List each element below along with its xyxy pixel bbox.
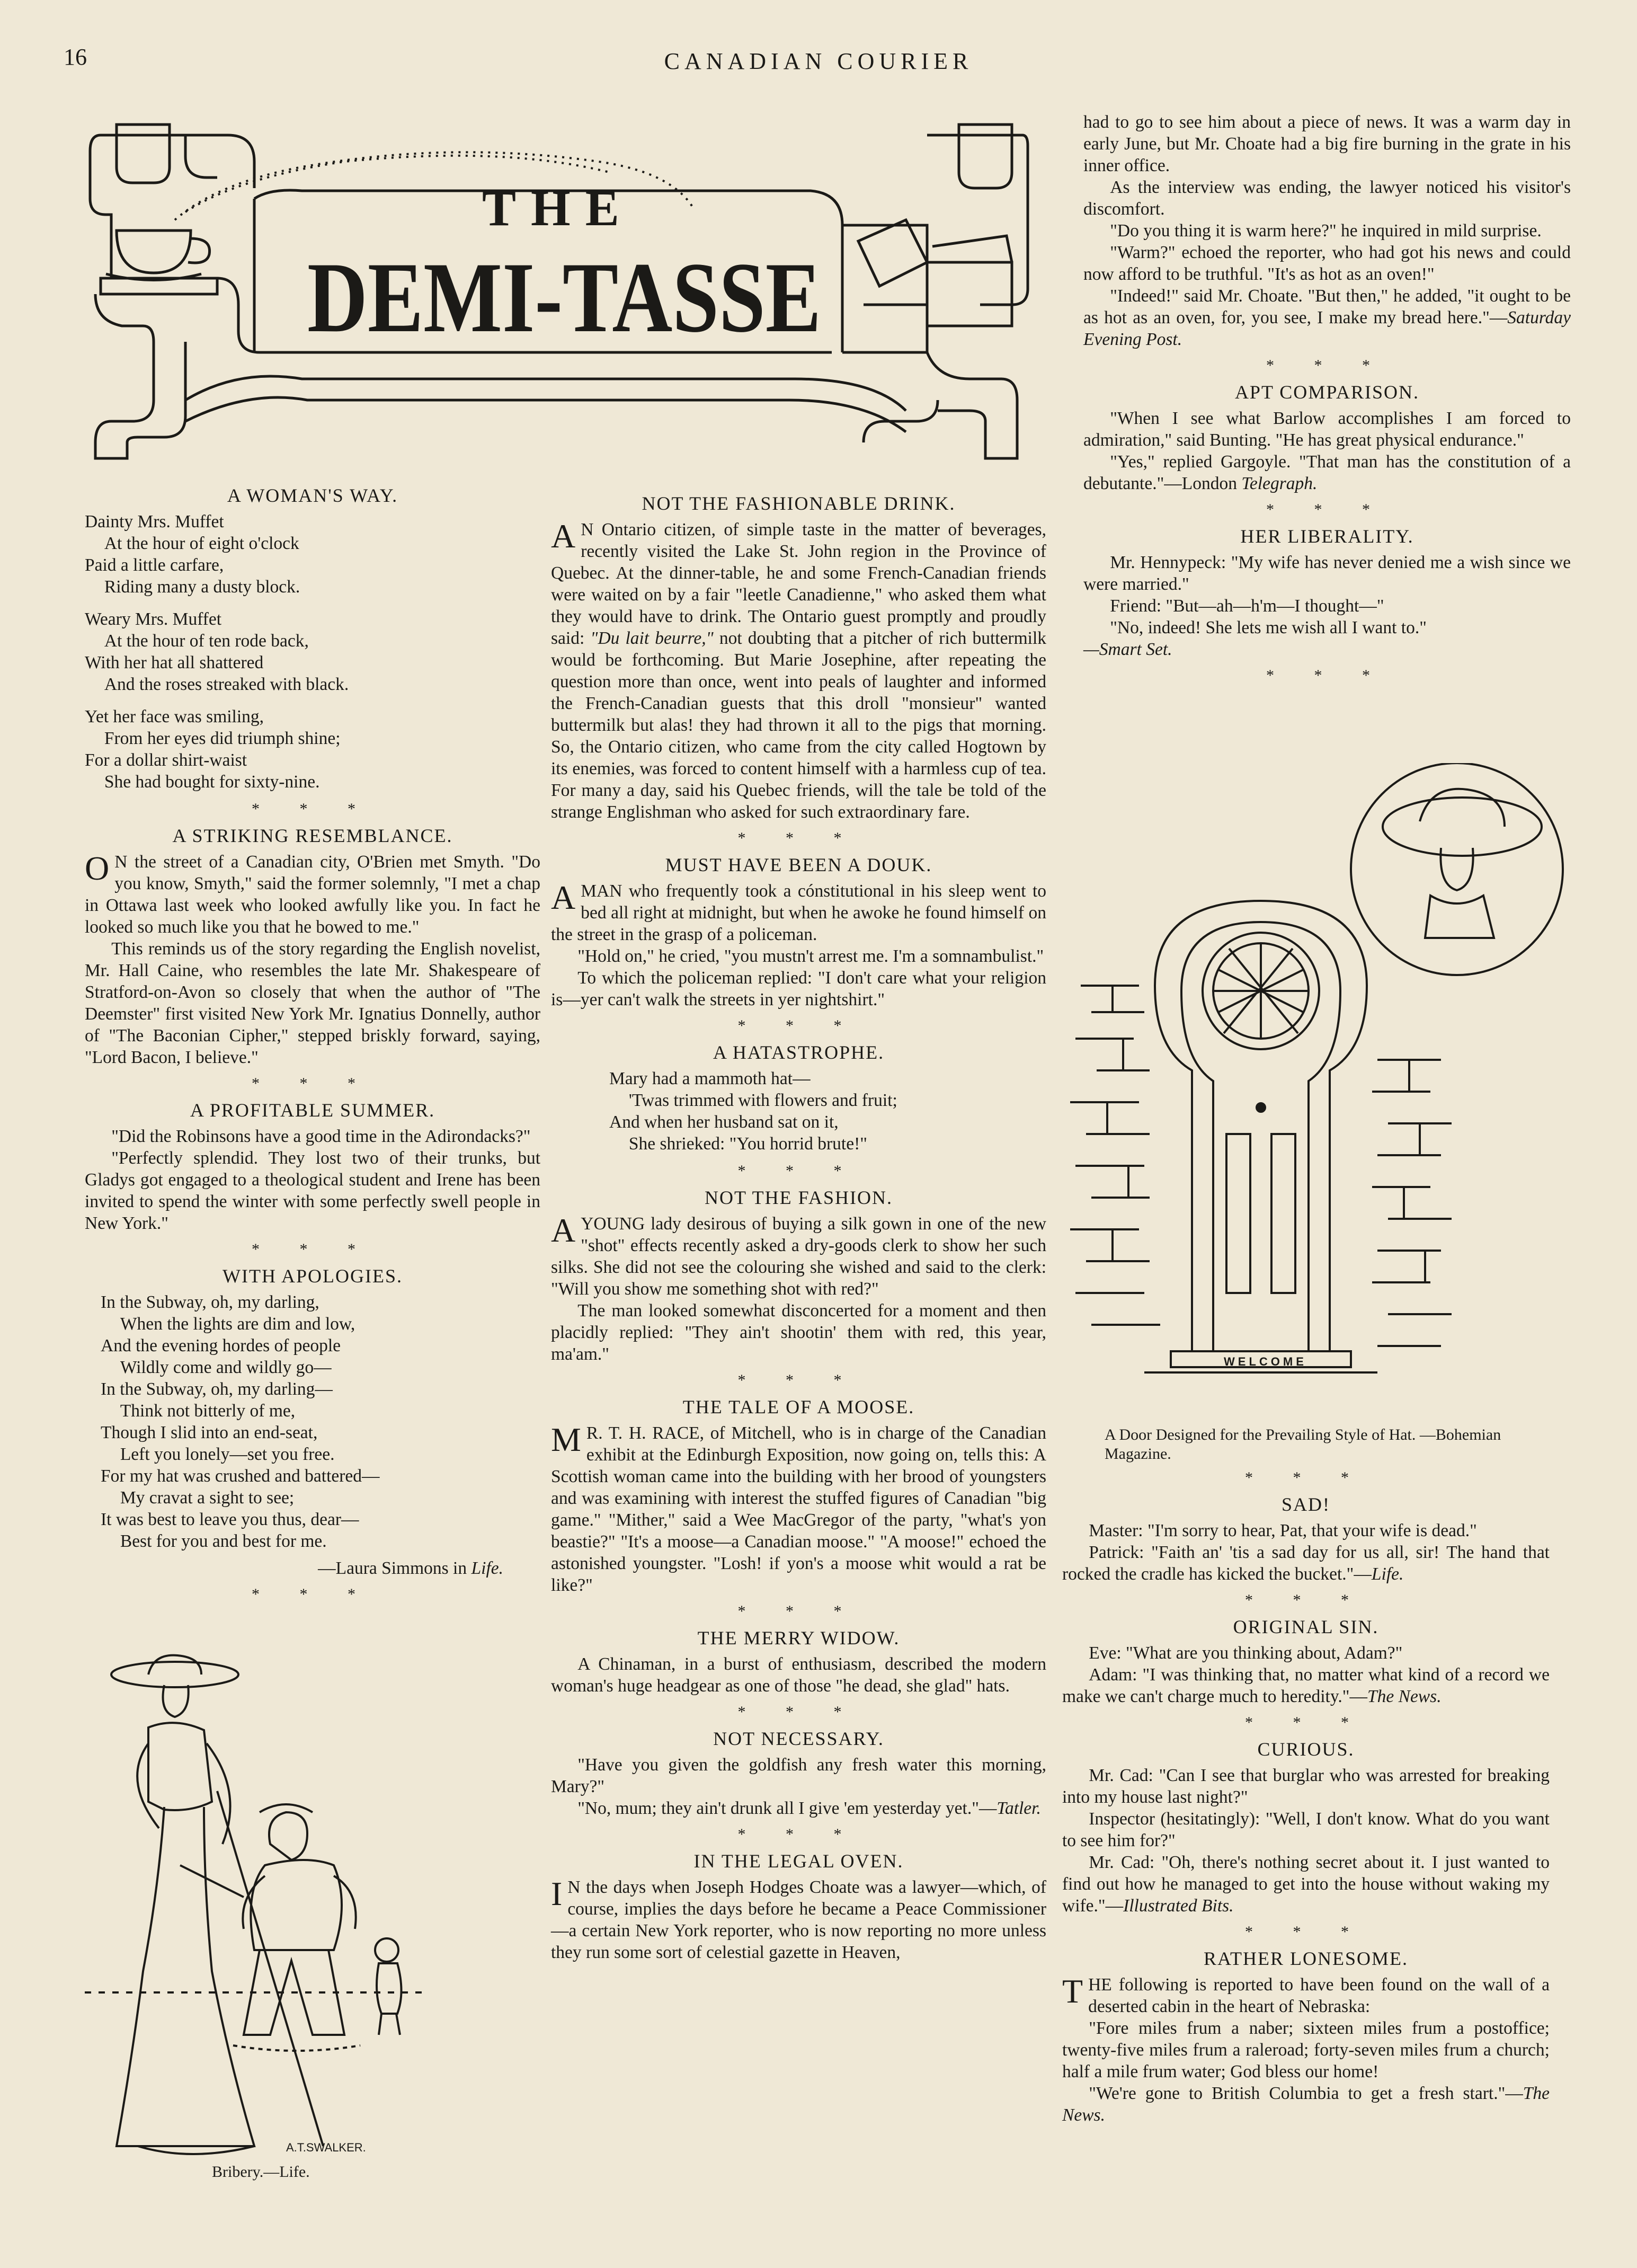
article-title: NOT THE FASHIONABLE DRINK. — [642, 493, 956, 514]
drop-cap: A — [551, 1211, 576, 1249]
section-divider: * * * — [1245, 1469, 1367, 1486]
illustration-signature: A.T.SWALKER. — [286, 2141, 366, 2154]
paragraph: This reminds us of the story regarding the English novelist, Mr. Hall Caine, who resembles the late Mr. Shakespeare of Stratford-on-Avon so closely that when the author of "The Deemster" first visited New York Mr. Ignatius Donnelly, author of "The Baconian Cipher," stepped briskly forward, saying, "Lord Bacon, I believe." — [85, 939, 540, 1067]
verse-line: At the hour of eight o'clock — [104, 534, 299, 553]
verse-line: In the Subway, oh, my darling— — [101, 1379, 333, 1399]
paragraph: "Have you given the goldfish any fresh water this morning, Mary?" — [551, 1755, 1046, 1796]
article-title: A HATASTROPHE. — [713, 1042, 885, 1063]
verse-line: Paid a little carfare, — [85, 555, 224, 575]
poem — [85, 1291, 540, 1552]
article-apt-comparison — [1083, 382, 1571, 494]
section-divider: * * * — [737, 1162, 860, 1180]
article-merry-widow — [551, 1627, 1046, 1697]
verse-line: In the Subway, oh, my darling, — [101, 1292, 319, 1312]
section-divider: * * * — [1266, 667, 1388, 684]
article-not-the-fashion — [551, 1187, 1046, 1365]
article-hatastrophe — [551, 1042, 1046, 1155]
welcome-mat-text: WELCOME — [1224, 1355, 1307, 1368]
paragraph: Mr. Cad: "Oh, there's nothing secret about it. I just wanted to find out how he managed to get into the house without waking my wife."—Illustrated Bits. — [1062, 1853, 1550, 1916]
drop-cap: A — [551, 517, 576, 555]
door-caption: A Door Designed for the Prevailing Style of Hat. —Bohemian Magazine. — [1105, 1426, 1501, 1463]
verse-line: She shrieked: "You horrid brute!" — [628, 1134, 867, 1154]
article-title: NOT THE FASHION. — [704, 1187, 893, 1208]
article-title: A PROFITABLE SUMMER. — [190, 1100, 435, 1121]
column-right-lower — [1062, 1463, 1550, 2128]
section-divider: * * * — [737, 1703, 860, 1721]
paragraph: Eve: "What are you thinking about, Adam?" — [1089, 1643, 1403, 1663]
article-title: A WOMAN'S WAY. — [227, 485, 398, 506]
section-divider: * * * — [252, 1241, 373, 1258]
section-divider: * * * — [252, 1585, 373, 1603]
article-title: SAD! — [1281, 1494, 1330, 1515]
verse-line: Best for you and best for me. — [120, 1531, 327, 1551]
paragraph: had to go to see him about a piece of news. It was a warm day in early June, but Mr. Choate had a big fire burning in the grate in his inner office. — [1083, 112, 1571, 175]
article-her-liberality — [1083, 526, 1571, 660]
paragraph: AMAN who frequently took a cónstitutional in his sleep went to bed all right at midnight, but when he awoke he found himself on the street in the grasp of a policeman. — [551, 879, 1046, 944]
verse-line: For my hat was crushed and battered— — [101, 1466, 380, 1486]
article-rather-lonesome — [1062, 1948, 1550, 2126]
paragraph: "Did the Robinsons have a good time in the Adirondacks?" — [111, 1127, 531, 1146]
article-profitable-summer — [85, 1100, 540, 1234]
verse-line: From her eyes did triumph shine; — [104, 729, 341, 748]
paragraph: A Chinaman, in a burst of enthusiasm, described the modern woman's huge headgear as one of those "he dead, she glad" hats. — [551, 1654, 1046, 1696]
article-title: IN THE LEGAL OVEN. — [693, 1850, 904, 1872]
article-title: THE MERRY WIDOW. — [697, 1627, 900, 1649]
paragraph: Patrick: "Faith an' 'tis a sad day for us all, sir! The hand that rocked the cradle has kicked the bucket."—Life. — [1062, 1543, 1550, 1584]
paragraph: Master: "I'm sorry to hear, Pat, that your wife is dead." — [1089, 1521, 1477, 1540]
article-title: THE TALE OF A MOOSE. — [682, 1396, 915, 1418]
section-divider: * * * — [252, 1075, 373, 1092]
article-title: CURIOUS. — [1257, 1739, 1355, 1760]
paragraph: —Smart Set. — [1083, 640, 1172, 659]
article-tale-of-a-moose — [551, 1396, 1046, 1596]
paragraph: The man looked somewhat disconcerted for a moment and then placidly replied: "They ain't shootin' them with red, this year, ma'am." — [551, 1301, 1046, 1364]
paragraph: M R. T. H. RACE, of Mitchell, who is in charge of the Canadian exhibit at the Edinburgh Exposition, now going on, tells this: A Scottish woman came into the building with her brood of youngsters and was examining with interest the stuffed figures of Canadian "big game." "Mither," said a Wee MacGregor of the party, "what's yon beastie?" "It's a moose—a Canadian moose." "A moose!" echoed the astonished youngster. "Losh! if yon's a moose whit would a rat be like?" — [551, 1421, 1046, 1595]
running-head: CANADIAN COURIER — [664, 48, 973, 74]
poem — [85, 511, 540, 793]
drop-cap: O — [85, 849, 110, 887]
section-divider: * * * — [737, 829, 860, 847]
paragraph: AYOUNG lady desirous of buying a silk gown in one of the new "shot" effects recently asked a dry-goods clerk to show her such silks. She did not see the colouring she wished and said to the clerk: "Will you show me something shot with red?" — [551, 1211, 1046, 1299]
paragraph: O N the street of a Canadian city, O'Brien met Smyth. "Do you know, Smyth," said the former solemnly, "I met a chap in Ottawa last week who looked awfully like you. In fact he looked so much like you that he bowed to me." — [85, 849, 540, 937]
paragraph: "When I see what Barlow accomplishes I am forced to admiration," said Bunting. "He has great physical endurance." — [1083, 409, 1571, 450]
poem — [551, 1068, 1046, 1155]
article-sad — [1062, 1494, 1550, 1585]
article-legal-oven — [551, 1850, 1046, 1963]
page-number: 16 — [64, 44, 87, 70]
section-divider: * * * — [1245, 1714, 1367, 1731]
paragraph: "Fore miles frum a naber; sixteen miles frum a postoffice; twenty-five miles frum a raleroad; forty-seven miles frum a church; half a mile frum water; God bless our home! — [1062, 2018, 1550, 2081]
paragraph: THE following is reported to have been found on the wall of a deserted cabin in the heart of Nebraska: — [1062, 1972, 1550, 2016]
verse-line: For a dollar shirt-waist — [85, 750, 247, 770]
masthead-title — [307, 180, 821, 353]
masthead-demi-tasse: DEMI-TASSE — [307, 242, 821, 353]
paragraph: I N the days when Joseph Hodges Choate was a lawyer—which, of course, implies the days before he became a Peace Commissioner—a certain New York reporter, who is now reporting no more unless they run some sort of celestial gazette in Heaven, — [551, 1875, 1046, 1962]
verse-line: Yet her face was smiling, — [85, 707, 264, 727]
article-legal-oven-continued — [1083, 111, 1571, 350]
verse-line: And the evening hordes of people — [101, 1336, 341, 1356]
section-divider: * * * — [1266, 357, 1388, 374]
article-title: WITH APOLOGIES. — [223, 1265, 403, 1287]
verse-line: At the hour of ten rode back, — [104, 631, 309, 651]
verse-line: Mary had a mammoth hat— — [609, 1069, 811, 1088]
verse-line: Think not bitterly of me, — [120, 1401, 296, 1421]
article-original-sin — [1062, 1616, 1550, 1707]
article-title: ORIGINAL SIN. — [1233, 1616, 1379, 1637]
verse-line: Wildly come and wildly go— — [120, 1358, 332, 1377]
section-divider: * * * — [737, 1826, 860, 1843]
article-title: RATHER LONESOME. — [1203, 1948, 1408, 1969]
paragraph: "Perfectly splendid. They lost two of their trunks, but Gladys got engaged to a theological student and Irene has been invited to spend the winter with some perfectly swell people in New York." — [85, 1148, 540, 1233]
section-divider: * * * — [1266, 501, 1388, 518]
article-title: APT COMPARISON. — [1234, 382, 1420, 403]
article-striking-resemblance — [85, 825, 540, 1068]
paragraph: A N Ontario citizen, of simple taste in the matter of beverages, recently visited the Lake St. John region in the Province of Quebec. At the dinner-table, he and some French-Canadian friends were waited on by a fair "leetle Canadienne," who asked them what they would have to drink. The Ontario guest promptly and proudly said: "Du lait beurre," not doubting that a pitcher of rich buttermilk would be forthcoming. But Marie Josephine, after repeating the question more than once, went into peals of laughter and informed the French-Canadian guests that this droll "monsieur" wanted buttermilk but alas! they had thrown it all to the pigs that morning. So, the Ontario citizen, who came from the city called Hogtown by its enemies, was forced to content himself with a harmless cup of tea. For many a day, said his Quebec friends, will the tale be told of the strange Englishman who asked for such extraordinary fare. — [551, 517, 1047, 822]
drop-cap: M — [551, 1421, 581, 1458]
article-title: MUST HAVE BEEN A DOUK. — [665, 854, 932, 875]
paragraph: Adam: "I was thinking that, no matter what kind of a record we make we can't charge much to heredity."—The News. — [1062, 1665, 1550, 1706]
article-not-the-fashionable-drink — [551, 493, 1046, 823]
verse-line: When the lights are dim and low, — [120, 1314, 355, 1334]
paragraph: "We're gone to British Columbia to get a fresh start."—The News. — [1062, 2084, 1550, 2125]
paragraph: "Warm?" echoed the reporter, who had got his news and could now afford to be truthful. "It's as hot as an oven!" — [1083, 243, 1571, 284]
bribery-illustration — [85, 1653, 424, 2178]
verse-line: 'Twas trimmed with flowers and fruit; — [628, 1091, 897, 1110]
paragraph: "No, indeed! She lets me wish all I want to." — [1110, 618, 1427, 637]
drop-cap: A — [551, 879, 576, 916]
door-illustration — [1060, 763, 1568, 1415]
article-curious — [1062, 1739, 1550, 1917]
paragraph: Mr. Cad: "Can I see that burglar who was arrested for breaking into my house last night?" — [1062, 1766, 1550, 1807]
verse-line: She had bought for sixty-nine. — [104, 772, 320, 792]
verse-line: And the roses streaked with black. — [104, 675, 349, 694]
paragraph: "Yes," replied Gargoyle. "That man has the constitution of a debutante."—London Telegraph. — [1083, 452, 1571, 493]
verse-line: Dainty Mrs. Muffet — [85, 512, 224, 531]
column-left — [85, 480, 540, 1607]
column-right — [1083, 111, 1571, 688]
article-not-necessary — [551, 1728, 1046, 1819]
poem-credit: —Laura Simmons in Life. — [318, 1558, 503, 1578]
section-divider: * * * — [252, 800, 373, 818]
paragraph: "Do you thing it is warm here?" he inquired in mild surprise. — [1110, 221, 1542, 241]
verse-line: Weary Mrs. Muffet — [85, 609, 222, 629]
paragraph: "Indeed!" said Mr. Choate. "But then," he added, "it ought to be as hot as an oven, for, you see, I make my bread here."—Saturday Evening Post. — [1083, 286, 1571, 349]
article-title: NOT NECESSARY. — [713, 1728, 884, 1749]
verse-line: And when her husband sat on it, — [609, 1112, 839, 1132]
paragraph: Friend: "But—ah—h'm—I thought—" — [1110, 596, 1384, 616]
section-divider: * * * — [1245, 1591, 1367, 1609]
verse-line: Left you lonely—set you free. — [120, 1445, 335, 1464]
article-title: A STRIKING RESEMBLANCE. — [172, 825, 453, 846]
drop-cap: T — [1062, 1972, 1083, 2010]
paragraph: To which the policeman replied: "I don't care what your religion is—yer can't walk the streets in yer nightshirt." — [551, 968, 1046, 1009]
drop-cap: I — [551, 1875, 563, 1912]
article-womans-way — [85, 485, 540, 793]
demi-tasse-masthead — [79, 103, 1033, 469]
article-with-apologies — [85, 1265, 540, 1579]
article-must-have-been-a-douk — [551, 854, 1046, 1011]
section-divider: * * * — [737, 1602, 860, 1620]
verse-line: Though I slid into an end-seat, — [101, 1423, 318, 1442]
paragraph: Inspector (hesitatingly): "Well, I don't know. What do you want to see him for?" — [1062, 1809, 1550, 1850]
verse-line: My cravat a sight to see; — [120, 1488, 295, 1508]
column-middle — [551, 488, 1046, 1965]
verse-line: With her hat all shattered — [85, 653, 264, 672]
paragraph: "Hold on," he cried, "you mustn't arrest me. I'm a somnambulist." — [577, 946, 1044, 966]
bribery-caption: Bribery.—Life. — [212, 2163, 310, 2181]
section-divider: * * * — [1245, 1923, 1367, 1941]
article-title: HER LIBERALITY. — [1240, 526, 1414, 547]
paragraph: "No, mum; they ain't drunk all I give 'em yesterday yet."—Tatler. — [577, 1799, 1041, 1818]
section-divider: * * * — [737, 1017, 860, 1034]
verse-line: It was best to leave you thus, dear— — [101, 1510, 359, 1529]
verse-line: Riding many a dusty block. — [104, 577, 300, 597]
masthead-the: THE — [482, 180, 634, 236]
section-divider: * * * — [737, 1371, 860, 1389]
paragraph: As the interview was ending, the lawyer noticed his visitor's discomfort. — [1083, 178, 1571, 219]
paragraph: Mr. Hennypeck: "My wife has never denied me a wish since we were married." — [1083, 553, 1571, 594]
